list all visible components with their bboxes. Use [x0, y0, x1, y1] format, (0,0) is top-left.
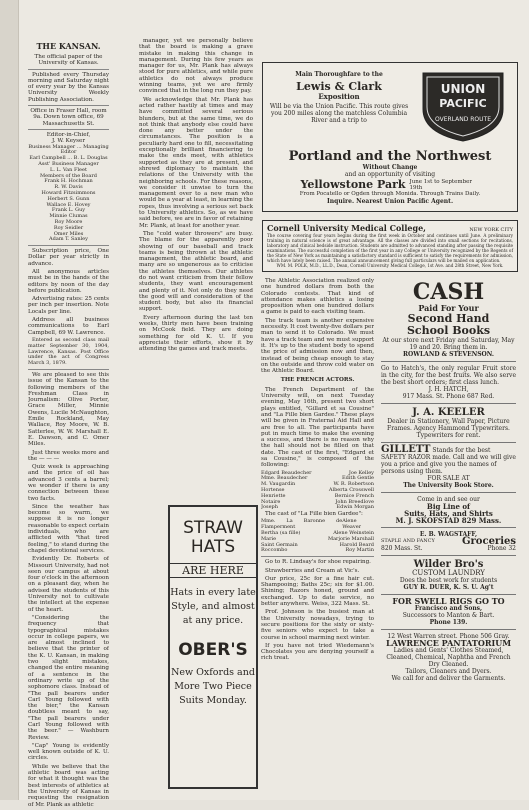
- wagstaff-name: E. B. WAGSTAFF,: [419, 531, 478, 538]
- up-pocatello: From Pocatello or Ogden through Monida. Through Trains Daily.: [299, 191, 481, 197]
- cash-school-books: School Books: [406, 324, 491, 337]
- column-3: [261, 278, 374, 788]
- skofstad-ad: [381, 493, 516, 528]
- wilder-text: Does the best work for students: [399, 577, 498, 584]
- groceries: Groceries: [462, 536, 516, 547]
- editor-name: J. W. Keyser: [51, 138, 86, 145]
- skofstad-name: M. J. SKOFSTAD 829 Mass.: [395, 516, 502, 525]
- staff-member: Adam T. Sanley: [49, 236, 88, 243]
- staff-member: Members of the Board: [39, 172, 97, 179]
- up-without-change: Without Change: [362, 164, 418, 171]
- warren-street: 12 West Warren street. Phone 506 Gray.: [387, 633, 510, 640]
- ad-line: More Two Piece: [174, 681, 252, 692]
- staff-member: Minnie Clumas: [49, 213, 88, 220]
- ad-line: New Oxfords and: [171, 667, 255, 678]
- come-in: Come in and see our: [417, 496, 480, 503]
- ober-advertisement: [168, 505, 258, 789]
- tailors: Tailors, Cleaners and Dyers.: [405, 668, 492, 675]
- paragraph: Evidently Dr. Roberts of Missouri University, had not seen our campus at about four o'clock in the afternoon on a pleasant day, when he advised the students of this University not to cultivate the intellect at the expense of the heart.: [28, 556, 109, 613]
- union-pacific-advertisement: [262, 62, 518, 212]
- keeler-text: Dealer in Stationery, Wall Paper, Picture Frames. Agency Hammond Typewriters. Typewriters for rent.: [387, 418, 510, 439]
- column-2: [139, 38, 253, 498]
- staff-member: Roy Seidler: [53, 224, 84, 231]
- wagstaff-ad: [381, 528, 516, 556]
- gillett-name: GILLETT: [381, 444, 431, 455]
- cast-list-2: [261, 519, 374, 554]
- keeler-ad: [381, 404, 516, 443]
- cast-role: M. Vaugardin: [261, 481, 296, 488]
- binding-edge: [0, 0, 19, 800]
- paragraph: We acknowledge that Mr. Plank has acted rather hastily at times and may have committed several serious blunders, but at the same time, we do not think that anybody else could have done any better under the circumstances. The position is a peculiarly hard one to fill, necessitating exceptionally brilliant financiering to make the ends meet, with athletics supported as they are at present, and shrewd diplomacy to maintain the relations of the University with the neighboring schools. For these reasons, we consider it unwise to turn the management over to a new man who would be a year at least, in learning the ropes, thus involving a serious set back to University athletics. So, as we have said before, we are in favor of retaining Mr. Plank, at least for another year.: [139, 96, 253, 229]
- paragraph: Every afternoon during the last ten weeks, thirty men have been training on McCook field. They are doing something for old K. U. If you appreciate their efforts, show it by attending the games and track meets.: [139, 314, 253, 353]
- staff-list: [28, 145, 109, 244]
- cast-role: Roccombo: [261, 547, 288, 554]
- paragraph: Quiz week is approaching and the price of oil has advanced 3 cents a barrel; we wonder if there is any connection between these two facts.: [28, 464, 109, 502]
- masthead: THE KANSAN.: [36, 41, 101, 51]
- cast-role: Hortense: [261, 487, 285, 493]
- staff-member: L. L. Van Fleet: [50, 166, 87, 173]
- up-lewis-clark: Lewis & Clark: [296, 80, 382, 93]
- logo-pacific: PACIFIC: [439, 97, 487, 110]
- divider: [28, 369, 109, 370]
- hatch-address: 917 Mass. St. Phone 687 Red.: [402, 393, 495, 400]
- successors: Successors to Manton & Bart.: [402, 612, 495, 619]
- francisco-name: Francisco and Sons,: [414, 605, 483, 612]
- cornell-advertisement: [262, 220, 518, 272]
- rowland-stevenson: ROWLAND & STEVENSON.: [403, 351, 494, 358]
- paragraph: The cast of "La Fille bien Gardee":: [265, 511, 363, 518]
- up-inquire: Inquire. Nearest Union Pacific Agent.: [326, 197, 454, 205]
- ad-straw: STRAW: [183, 518, 243, 538]
- gillett-ad: [381, 443, 516, 493]
- cast-actor: W. R. Robertson: [333, 481, 374, 488]
- divider: [261, 556, 374, 557]
- university-book-store: The University Book Store.: [403, 482, 494, 489]
- cast-role: Edgard Beaudecher: [261, 469, 312, 476]
- pantatorium-text: Ladies and Gents' Clothes Steamed, Cleaned, Chemical, Naphtha and French Dry Cleaned.: [386, 647, 511, 668]
- hatch-name: J. H. HATCH,: [428, 386, 469, 393]
- staff-member: Roy Moore: [54, 218, 83, 225]
- pantatorium-name: LAWRENCE PANTATORIUM: [385, 638, 512, 648]
- paragraph: If you have not tried Wiedemann's Chocolates you are denying yourself a rich treat.: [261, 642, 374, 662]
- cast-actor: Roy Martin: [345, 547, 374, 554]
- cast-actor: John Breedlove: [335, 498, 374, 505]
- custom-laundry: CUSTOM LAUNDRY: [412, 569, 485, 577]
- paragraph: Since the weather has become so warm, we suppose it is no longer reasonable to expect certain individuals, who are afflicted with "that tired feeling," to stand during the chapel devotional services.: [28, 503, 109, 554]
- gillett-text: Stands for the best SAFETY RAZOR made. Call and we will give you a price and give you the names of persons using them.: [381, 447, 516, 475]
- pantatorium-ad: [381, 630, 516, 685]
- cash-text: At our store next Friday and Saturday, May 19 and 20. Bring them in.: [382, 337, 515, 351]
- anonymous-note: All anonymous articles must be in the hands of the editors by noon of the day before publication.: [28, 269, 109, 294]
- cast-row: [261, 548, 374, 554]
- column-4-ads: [381, 278, 516, 788]
- cast-role: Mme. La Baronne de Flamperment: [261, 518, 343, 531]
- cornell-address: WM. M. POLK, M.D., LL.D., Dean, Cornell University Medical College, 1st Ave. and 28th Street, New York.: [276, 263, 504, 269]
- cast-actor: Alene Weaver: [342, 518, 362, 531]
- address-note: Address all business communications to Earl Campbell, 69 W. Lawrence.: [28, 317, 109, 336]
- keeler-name: J. A. KEELER: [412, 407, 485, 418]
- french-actors-heading: THE FRENCH ACTORS.: [280, 377, 355, 384]
- staff-member: Asst' Business Manager: [38, 160, 99, 167]
- cornell-text: The course covering four years begins during the first week in October and continues until June. A preliminary training in natural science is of great advantage. All the classes are divided into small sections for recitations, laboratory and clinical bedside instruction. Students are admitted to advanced standing after passing the requisite examinations. The successful completion of the first year in any College or University recognized by the Regents of the State of New York as maintaining a satisfactory standard is sufficient to satisfy the requirements for admission, which have lately been raised. The annual announcement giving full particulars will be mailed on application.: [267, 233, 513, 263]
- up-yellowstone: Yellowstone Park: [300, 178, 406, 191]
- swell-rigs: FOR SWELL RIGS GO TO: [392, 596, 505, 606]
- cast-actor: Joe Kelley: [348, 469, 374, 476]
- up-line: Will be via the Union Pacific. This route gives you 200 miles along the matchless Columbia River and a trip to: [269, 103, 409, 124]
- ad-hats: HATS: [190, 537, 236, 557]
- staff-member: Earl Campbell ... B. L. Douglas: [29, 155, 108, 162]
- ad-obers: OBER'S: [178, 640, 248, 660]
- cast-role: Notaire: [261, 498, 281, 505]
- ad-line: at any price.: [182, 615, 244, 626]
- wilder-ad: [381, 556, 516, 595]
- paragraph: The track team is another expensive necessity. It cost twenty-five dollars per man to send it to Colorado. We must have a track team and we must support it. It's up to the student body to spend the price of admission now and then, instead of being cheap enough to stay on the outside and throw cold water on the Athletic Board.: [261, 317, 374, 375]
- staff-member: Wallace E. Hovey: [46, 201, 91, 208]
- paragraph: The French Department of the University will, on next Tuesday evening, May 16th, present two short plays entitled, "Gillard et sa Cousine" and "La Fille bien Gardee." These plays will be given in Fraternal Aid Hall and are free to all. The participants have put in much time to make the evening a success, and there is no reason why the hall should not be filled on that date. The cast of the first, "Edgard et sa Cousine," is composed of the following:: [261, 386, 374, 469]
- cash-ad: [381, 278, 516, 362]
- paragraph: The Athletic Association realized only one hundred dollars from both the Colorado contests. That kind of attendance makes athletics a losing proposition when one hundred dollars a game is paid to each visiting team.: [261, 278, 374, 316]
- staff-member: R. W. Davis: [54, 184, 83, 191]
- cast-actor: Harold Beard: [339, 541, 374, 548]
- wilder-agent: GUY R. DUER, K. S. U. Ag't: [403, 584, 494, 591]
- paragraph: While we believe that the athletic board was acting for what it thought was the best interests of athletics at the University of Kansas in requesting the resignation of Mr. Plank as athletic: [28, 763, 109, 808]
- paragraph: Just three weeks more and the — — —: [28, 449, 109, 462]
- ad-line: Style, and almost: [171, 601, 255, 612]
- cash-paid: Paid For Your: [418, 303, 479, 313]
- paragraph: manager, yet we personally believe that the board is making a grave mistake in making this change in management. During his few years as manager for us, Mr. Plank has always stood for pure athletics, and while pure athletics do not always produce winning teams, yet we are firmly convinced that in the long run they pay.: [139, 38, 253, 95]
- cast-actor: Marjorie Marshall: [327, 535, 374, 542]
- cast-actor: Bernice French: [334, 492, 374, 499]
- paragraph: Prof. Johnson is the busiest man at the University nowadays, trying to secure positions for the sixty or sixty-five seniors who expect to take a course in school marming next winter.: [261, 609, 374, 641]
- staff-member: Herbert S. Gunn: [47, 195, 90, 202]
- logo-overland: OVERLAND ROUTE: [434, 116, 492, 123]
- wagstaff-address: 820 Mass. St.: [381, 545, 423, 552]
- divider: [28, 245, 109, 246]
- up-dates: June 1st to September 19th: [409, 178, 472, 191]
- cast-actor: Edith Gentle: [341, 475, 374, 482]
- column-1: [28, 38, 109, 810]
- up-exposition: Exposition: [318, 92, 360, 101]
- deliver: We call for and deliver the Garments.: [391, 675, 506, 682]
- divider: [28, 69, 109, 70]
- phone-139: Phone 139.: [429, 619, 468, 626]
- entered-note: Entered as second class mail matter September 30, 1904, Lawrence, Kansas. Post Office under the act of Congress March 3, 1879.: [28, 336, 109, 367]
- staff-member: Frank H. Hochman: [44, 178, 93, 185]
- divider: [28, 105, 109, 106]
- big-line: Big Line of: [426, 502, 471, 511]
- paragraph: "Considering the frequency that typographical mistakes occur in college papers, we are almost inclined to believe that the printer of the K. U. Kansan, in making two slight mistakes, changed the entire meaning of a sentence in the ordinary write up of the sophomore class. Instead of "The pall bearers under Carl Young followed with the bier," the Kansan doubtless meant to say, "The pall bearers under Carl Young followed with the beer." — Washburn Review.: [28, 614, 109, 741]
- ad-line: Hats in every late: [170, 587, 256, 598]
- hatch-ad: [381, 362, 516, 404]
- cast-list-1: [261, 471, 374, 512]
- up-opportunity: and an opportunity of visiting: [344, 171, 436, 178]
- paragraph: Go to R. Lindsay's for shoe repairing.: [265, 559, 371, 566]
- cast-role: Saint Germain: [261, 541, 298, 548]
- wagstaff-phone: Phone 32: [487, 545, 516, 552]
- cast-role: Joseph: [261, 504, 278, 511]
- subscription-price: Subscription price, One Dollar per year strictly in advance.: [28, 248, 109, 267]
- cast-actor: Alberta Crosswell: [328, 487, 374, 493]
- staff-member: Frank L. Guy: [51, 207, 86, 214]
- suits-hats-shirts: Suits, Hats, and Shirts: [404, 509, 493, 518]
- cash-second-hand: Second Hand: [407, 312, 490, 325]
- cornell-title: Cornell University Medical College,: [267, 223, 426, 233]
- cast-role: Marie: [261, 535, 277, 542]
- paragraph: "Cap" Young is evidently well known outside of K. U. circles.: [28, 742, 109, 762]
- publication-note: Published every Thursday morning and Saturday night of every year by the Kansas University Weekly Publishing Association.: [28, 71, 109, 103]
- cast-actor: Edwin Morgan: [336, 504, 374, 511]
- up-portland: Portland and the Northwest: [288, 149, 492, 164]
- paragraph: We are pleased to see this issue of the Kansan to the following members of the Freshman Class in Journalism: Olive Porter, Grace Miller, Minnie Owens, Lucile McNaughton, Emile Rockland, May Wallace, Roy Moore, W. B. Satterlee, W. W. Marshall E. E. Dawson, and C. Omer Miles.: [28, 371, 109, 448]
- union-pacific-shield-logo: [417, 69, 509, 143]
- cornell-city: NEW YORK CITY: [469, 227, 513, 233]
- for-sale: FOR SALE AT: [427, 475, 470, 482]
- cast-role: Henriette: [261, 492, 286, 499]
- staff-member: Howard Fitzsimmons: [41, 189, 96, 196]
- up-line: Main Thoroughfare to the: [295, 71, 383, 78]
- divider: [28, 129, 109, 130]
- office-note: Office in Fraser Hall, room 9a. Down town office, 69 Massachusetts St.: [30, 108, 107, 127]
- cash-title: CASH: [412, 279, 485, 305]
- paragraph: Our price, 25c for a fine hair cut. Shampooing; Baths 25c; six for $1.00. Shining; Razors honed, ground and exchanged. Up to date service, no better anywhere. Weiss, 322 Mass. St.: [261, 575, 374, 608]
- paragraph: The "cold water throwers" are busy. The blame for the apparently poor showing of our baseball and track teams is being thrown at the athletic management, the athletic board, and many are so ungenerous as to criticise the athletes themselves. Our athletes do not want criticism from their fellow students, they want encouragement and plenty of it. Not only do they need the good will and consideration of the student body, but also its financial support.: [139, 230, 253, 313]
- staple-fancy: STAPLE AND FANCY: [381, 538, 435, 544]
- editor-label: Editor-in-Chief,: [46, 131, 91, 138]
- ad-line: Suits Monday.: [179, 695, 247, 706]
- paragraph: Strawberries and Cream at Vic's.: [265, 567, 360, 574]
- advertising-rates: Advertising rates: 25 cents per inch per insertion. Note Locals per line.: [28, 296, 109, 315]
- ad-are-here: ARE HERE: [170, 563, 256, 578]
- staff-member: Omer Miles: [53, 230, 84, 237]
- cast-actor: Alene Weinstein: [333, 530, 374, 537]
- staff-member: Business Manager ... Managing Editor: [28, 143, 109, 156]
- subtitle: The official paper of the University of Kansas.: [34, 54, 103, 67]
- wilder-name: Wilder Bro's: [413, 559, 484, 570]
- hatch-text: Go to Hatch's, the only regular Fruit store in the city, for the best fruits. We also serve the best short orders; first class lunch.: [381, 365, 516, 386]
- cast-role: Mme. Beaudecher: [261, 475, 308, 482]
- logo-union: UNION: [440, 82, 486, 96]
- cast-role: Bertha (sa fille): [261, 530, 301, 537]
- francisco-ad: [381, 595, 516, 630]
